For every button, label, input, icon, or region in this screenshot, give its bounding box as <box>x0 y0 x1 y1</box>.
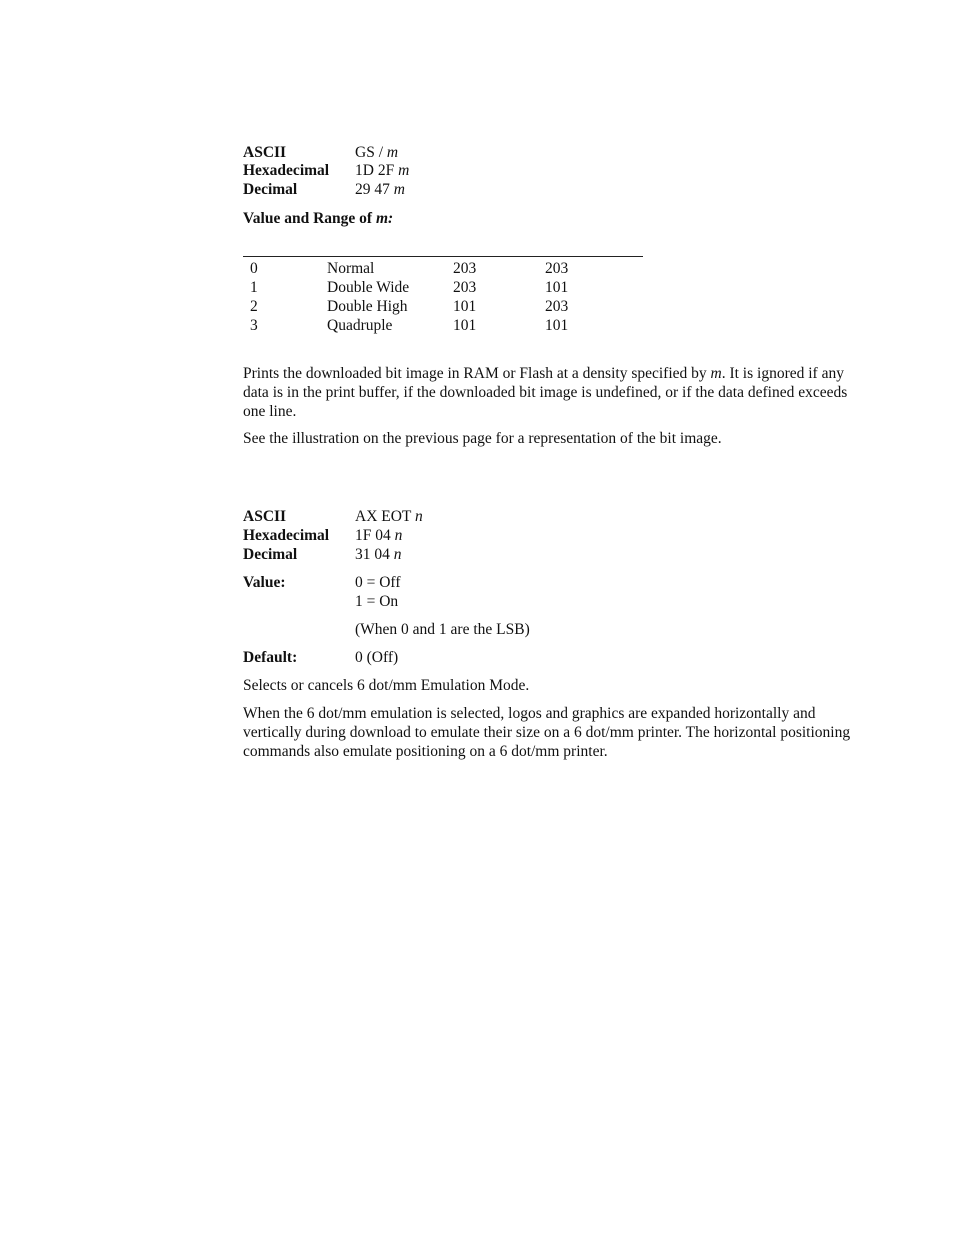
table-row: 1 Double Wide 203 101 <box>250 279 569 296</box>
code-label: ASCII <box>243 508 287 525</box>
value-line: 0 = Off <box>355 574 401 591</box>
default-value: 0 (Off) <box>355 649 399 666</box>
code-label: Decimal <box>243 181 298 198</box>
table-row: 3 Quadruple 101 101 <box>250 317 569 334</box>
mode-detail-paragraph: When the 6 dot/mm emulation is selected, logos and graphics are expanded horizontally and vertically during download to emulate their size on a 6 dot/mm printer. The horizontal positioning commands also emulate positioning on a 6 dot/mm printer. <box>243 705 851 760</box>
value-note: (When 0 and 1 are the LSB) <box>355 621 530 638</box>
code-label: ASCII <box>243 144 287 161</box>
mode-description: Selects or cancels 6 dot/mm Emulation Mode. <box>243 677 530 694</box>
code-label: Hexadecimal <box>243 527 330 544</box>
default-label: Default: <box>243 649 298 666</box>
table-row: 2 Double High 101 203 <box>250 298 569 315</box>
code-label: Decimal <box>243 546 298 563</box>
note-paragraph: See the illustration on the previous page for a representation of the bit image. <box>243 430 722 447</box>
table-rule <box>243 256 643 257</box>
code-value: 31 04 n <box>355 546 402 563</box>
range-heading: Value and Range of m: <box>243 210 394 227</box>
value-label: Value: <box>243 574 286 591</box>
value-line: 1 = On <box>355 593 399 610</box>
description-paragraph: Prints the downloaded bit image in RAM or Flash at a density specified by m. It is ignored if any data is in the print buffer, if the downloaded bit image is undefined, or if the data defined exceeds one line. <box>243 365 848 420</box>
table-row: 0 Normal 203 203 <box>250 260 569 277</box>
code-value: AX EOT n <box>355 508 423 525</box>
code-value: 1D 2F m <box>355 162 410 179</box>
code-label: Hexadecimal <box>243 162 330 179</box>
code-value: 1F 04 n <box>355 527 403 544</box>
code-value: GS / m <box>355 144 399 161</box>
code-value: 29 47 m <box>355 181 405 198</box>
